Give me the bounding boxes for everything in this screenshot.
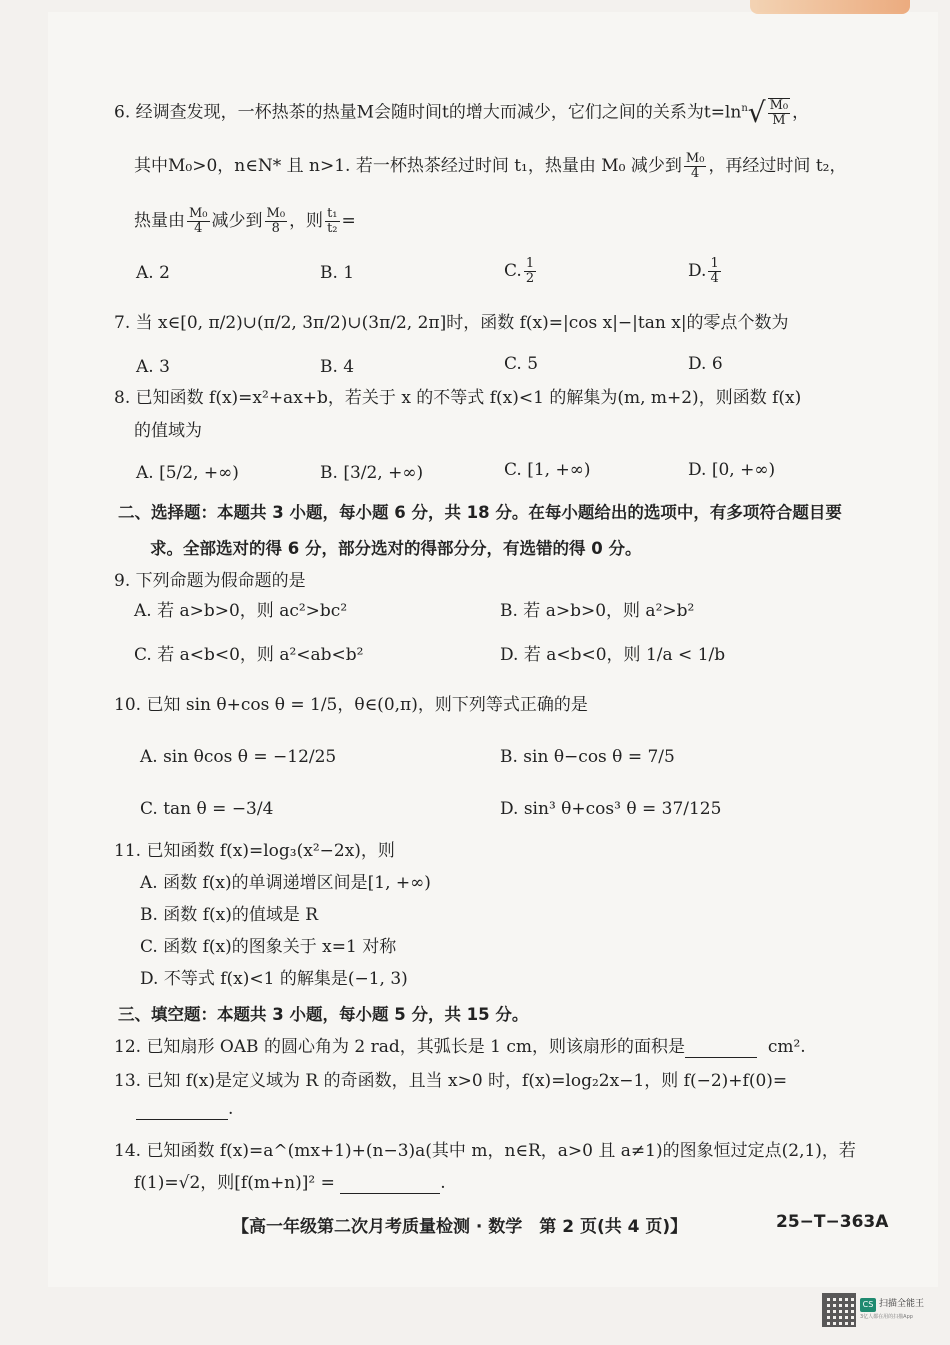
section-2-heading-line-1: 二、选择题：本题共 3 小题，每小题 6 分，共 18 分。在每小题给出的选项中，有多项符合题目要 [118, 503, 842, 522]
q7-option-a[interactable]: A. 3 [136, 357, 170, 377]
q6-option-a[interactable]: A. 2 [136, 263, 170, 283]
q10-option-b[interactable]: B. sin θ−cos θ = 7/5 [500, 747, 675, 767]
q8-option-b[interactable]: B. [3/2, +∞) [320, 463, 424, 483]
q8-option-c[interactable]: C. [1, +∞) [504, 460, 591, 480]
question-14-line-1: 14. 已知函数 f(x)=a^(mx+1)+(n−3)a(其中 m，n∈R，a>0 且 a≠1)的图象恒过定点(2,1)，若 [114, 1141, 856, 1161]
q6-fraction-m0-4: $\frac{\text{M₀}}{4}$ [685, 151, 705, 181]
question-11: 11. 已知函数 f(x)=log₃(x²−2x)，则 [114, 841, 395, 861]
q11-option-b[interactable]: B. 函数 f(x)的值域是 R [140, 905, 319, 925]
q10-option-d[interactable]: D. sin³ θ+cos³ θ = 37/125 [500, 799, 722, 819]
question-10: 10. 已知 sin θ+cos θ = 1/5，θ∈(0,π)，则下列等式正确的是 [114, 695, 588, 715]
scanner-watermark: CS 扫描全能王 3亿人都在用的扫描App [822, 1290, 942, 1330]
exam-code: 25−T−363A [776, 1212, 889, 1232]
q6-root-fraction: $\frac{\text{M₀}}{M}$ [769, 98, 789, 129]
q10-option-c[interactable]: C. tan θ = −3/4 [140, 799, 274, 819]
q13-answer-blank[interactable] [136, 1101, 228, 1120]
q11-option-d[interactable]: D. 不等式 f(x)<1 的解集是(−1, 3) [140, 969, 408, 989]
question-7: 7. 当 x∈[0, π/2)∪(π/2, 3π/2)∪(3π/2, 2π]时，函数 f(x)=|cos x|−|tan x|的零点个数为 [114, 313, 789, 333]
q7-option-d[interactable]: D. 6 [688, 354, 723, 374]
question-13-line-2: . [136, 1098, 233, 1120]
q11-option-a[interactable]: A. 函数 f(x)的单调递增区间是[1, +∞) [140, 873, 431, 893]
question-13-line-1: 13. 已知 f(x)是定义域为 R 的奇函数，且当 x>0 时，f(x)=log₂2x−1，则 f(−2)+f(0)= [114, 1071, 788, 1091]
section-3-heading: 三、填空题：本题共 3 小题，每小题 5 分，共 15 分。 [118, 1005, 529, 1024]
question-8-line-2: 的值域为 [134, 421, 202, 441]
question-6-line-1: 6. 经调查发现，一杯热茶的热量M会随时间t的增大而减少，它们之间的关系为$t=\ln^n√$ $\frac{\text{M₀}}{M}$ ， [114, 96, 810, 130]
q7-option-c[interactable]: C. 5 [504, 354, 539, 374]
q9-option-c[interactable]: C. 若 a<b<0，则 a²<ab<b² [134, 645, 364, 665]
q9-option-b[interactable]: B. 若 a>b>0，则 a²>b² [500, 601, 695, 621]
section-2-heading-line-2: 求。全部选对的得 6 分，部分选对的得部分分，有选错的得 0 分。 [150, 539, 642, 558]
q7-interval-set: [0, π/2)∪(π/2, 3π/2)∪(3π/2, 2π] [180, 313, 447, 333]
question-9: 9. 下列命题为假命题的是 [114, 571, 306, 591]
q8-option-d[interactable]: D. [0, +∞) [688, 460, 776, 480]
q9-option-d[interactable]: D. 若 a<b<0，则 1/a < 1/b [500, 645, 726, 665]
q8-option-a[interactable]: A. [5/2, +∞) [136, 463, 239, 483]
question-6-line-3: 热量由 $\frac{\text{M₀}}{4}$ 减少到 $\frac{\text{M₀}}{8}$ ，则 $\frac{\text{t₁}}{\text{t₂}}$ = [134, 206, 356, 236]
q10-option-a[interactable]: A. sin θcos θ = −12/25 [140, 747, 337, 767]
question-14-line-2: f(1)=√2，则[f(m+n)]² = . [134, 1173, 446, 1193]
q6-option-d[interactable]: D. $\frac{1}{4}$ [688, 256, 719, 286]
q6-option-c[interactable]: C. $\frac{1}{2}$ [504, 256, 535, 286]
q6-option-b[interactable]: B. 1 [320, 263, 355, 283]
question-6-line-2: 其中M₀>0，n∈N* 且 n>1. 若一杯热茶经过时间 t₁，热量由 M₀ 减少到 $\frac{\text{M₀}}{4}$ ，再经过时间 t₂， [134, 151, 847, 181]
question-8-line-1: 8. 已知函数 f(x)=x²+ax+b，若关于 x 的不等式 f(x)<1 的解集为(m, m+2)，则函数 f(x) [114, 388, 802, 408]
q11-option-c[interactable]: C. 函数 f(x)的图象关于 x=1 对称 [140, 937, 397, 957]
q12-answer-blank[interactable] [685, 1039, 757, 1058]
q14-answer-blank[interactable] [340, 1175, 440, 1194]
q7-option-b[interactable]: B. 4 [320, 357, 355, 377]
q9-option-a[interactable]: A. 若 a>b>0，则 ac²>bc² [134, 601, 348, 621]
page-corner-stain [750, 0, 910, 14]
qr-code-icon [822, 1293, 856, 1327]
camscanner-logo-icon: CS [860, 1298, 876, 1312]
question-12: 12. 已知扇形 OAB 的圆心角为 2 rad，其弧长是 1 cm，则该扇形的面积是 cm². [114, 1037, 806, 1057]
page-footer: 【高一年级第二次月考质量检测 · 数学 第 2 页(共 4 页)】 [232, 1217, 688, 1237]
